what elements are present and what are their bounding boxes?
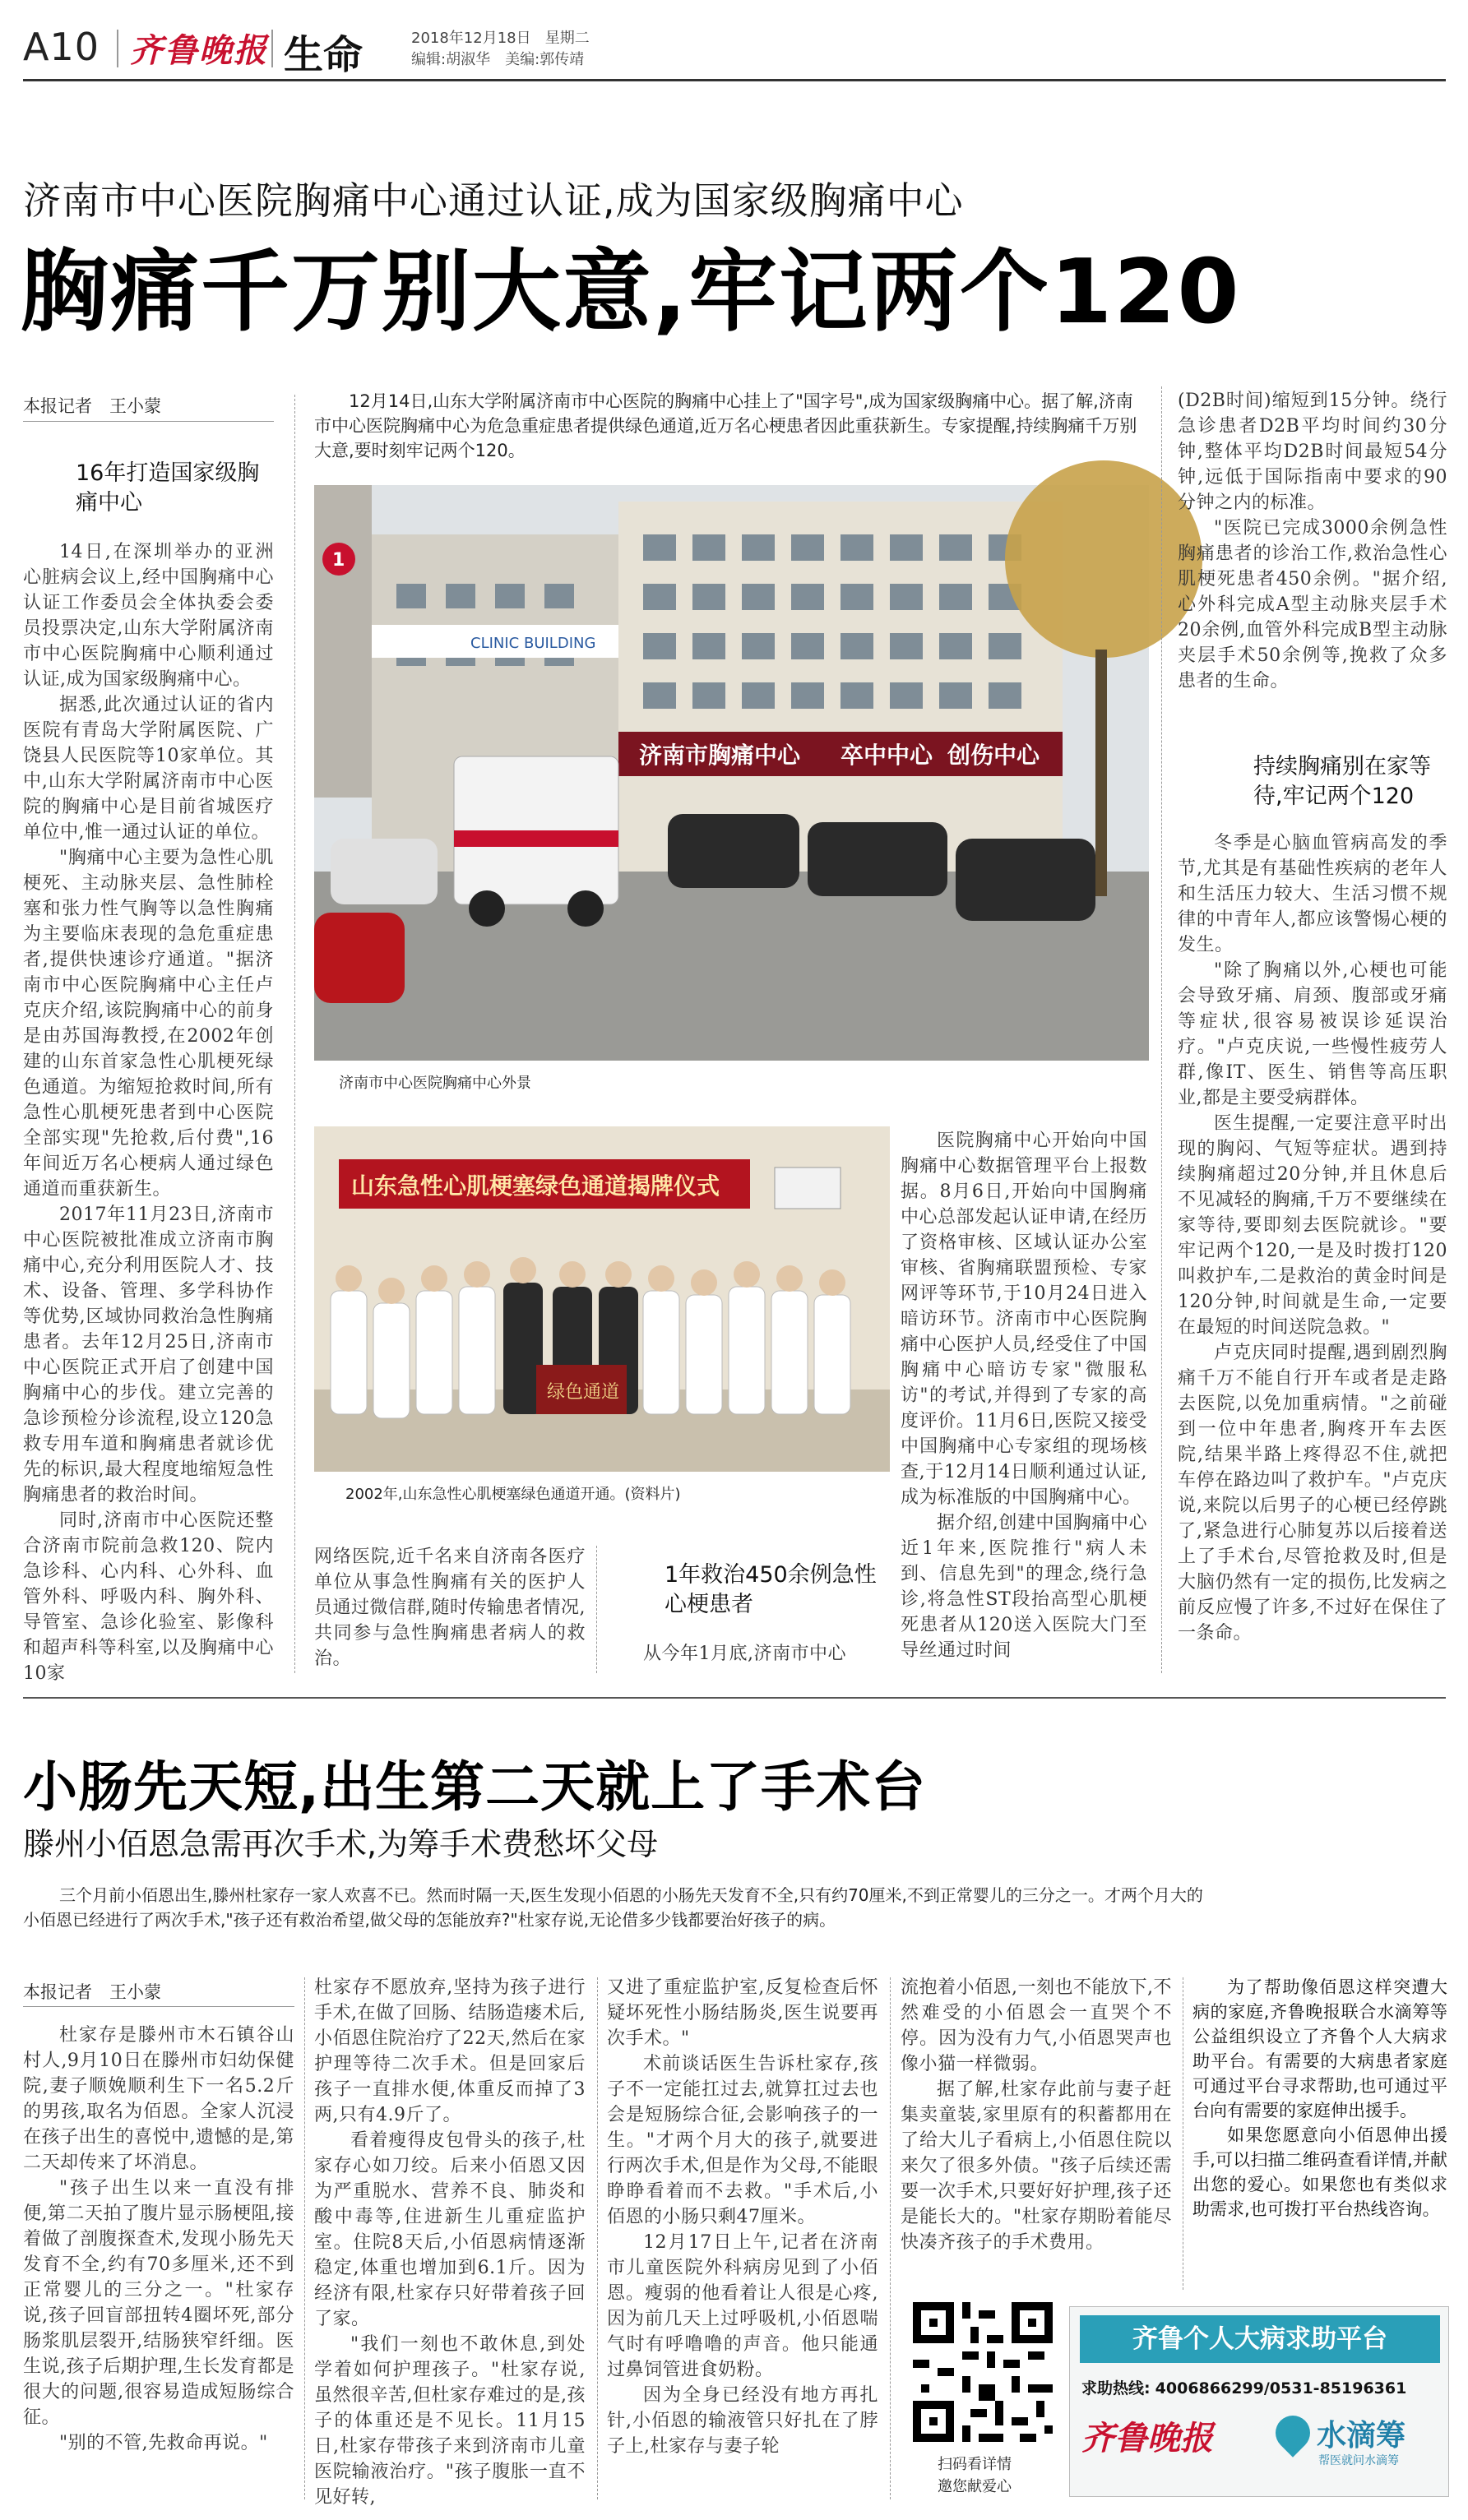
hotline-label: 求助热线: [1081, 2379, 1151, 2397]
droplet-icon [1268, 2408, 1317, 2457]
story1-byline: 本报记者 王小蒙 [23, 396, 161, 416]
story1-col2-bottom [314, 1544, 586, 1676]
column-divider [890, 1977, 891, 2499]
qr-code[interactable] [913, 2302, 1053, 2442]
paragraph: 杜家存不愿放弃,坚持为孩子进行手术,在做了回肠、结肠造瘘术后,小佰恩住院治疗了22天,然后在家护理等待二次手术。但是回家后孩子一直排水便,体重反而掉了3两,只有4.9斤了。 [314, 1977, 586, 2125]
paragraph: 同时,济南市中心医院还整合济南市院前急救120、院内急诊科、心内科、心外科、血管外科、呼吸内科、胸外科、导管室、急诊化验室、影像科和超声科等科室,以及胸痛中心10家 [23, 1510, 274, 1684]
story1-col1 [23, 539, 274, 1684]
column-divider [597, 1977, 598, 2499]
paragraph: "胸痛中心主要为急性心肌梗死、主动脉夹层、急性肺栓塞和张力性气胸等以急性胸痛为主要临床表现的急危重症患者,提供快速诊疗通道。"据济南市中心医院胸痛中心主任卢克庆介绍,该院胸痛中心的前身是由苏国海教授,在2002年创建的山东首家急性心肌梗死绿色通道。为缩短抢救时间,所有急性心肌梗死患者到中心医院全部实现"先抢救,后付费",16年间近万名心梗病人通过绿色通道而重获新生。 [23, 848, 274, 1200]
ad-title: 齐鲁个人大病求助平台 [1080, 2315, 1440, 2363]
story1-kicker: 济南市中心医院胸痛中心通过认证,成为国家级胸痛中心 [23, 178, 964, 223]
qr-caption-2: 邀您献爱心 [938, 2478, 1012, 2495]
story2-col5 [1192, 1975, 1447, 2222]
trauma-center-sign: 创伤中心 [947, 742, 1040, 769]
header-divider-2 [271, 30, 273, 67]
section-title: 生命 [284, 32, 364, 78]
story2-col4 [901, 1975, 1172, 2304]
chest-pain-center-sign: 济南市胸痛中心 [639, 742, 801, 769]
paragraph: 又进了重症监护室,反复检查后怀疑坏死性小肠结肠炎,医生说要再次手术。" [607, 1977, 878, 2049]
date: 2018年12月18日 [411, 30, 531, 47]
paragraph: 从今年1月底,济南市中心 [643, 1644, 846, 1664]
column-divider [304, 1977, 305, 2499]
paragraph: 据了解,杜家存此前与妻子赶集卖童装,家里原有的积蓄都用在了给大儿子看病上,小佰恩住院以来欠了很多外债。"孩子后续还需要一次手术,只要好好护理,孩子还是能长大的。"杜家存期盼着能尽快凑齐孩子的手术费用。 [901, 2079, 1172, 2253]
story1-col3 [901, 1128, 1147, 1675]
story2-col2 [314, 1975, 586, 2508]
brand-qilu-logo [1081, 2412, 1213, 2459]
brand-shuidi-slogan: 帮医就问水滴筹 [1318, 2454, 1399, 2467]
paragraph: 看着瘦得皮包骨头的孩子,杜家存心如刀绞。后来小佰恩又因为严重脱水、营养不良、肺炎和酸中毒等,住进新生儿重症监护室。住院8天后,小佰恩病情逐渐稳定,体重也增加到6.1斤。因为经济有限,杜家存只好带着孩子回了家。 [314, 2130, 586, 2329]
paragraph: 流抱着小佰恩,一刻也不能放下,不然难受的小佰恩会一直哭个不停。因为没有力气,小佰恩哭声也像小猫一样微弱。 [901, 1977, 1172, 2074]
paragraph: 冬季是心脑血管病高发的季节,尤其是有基础性疾病的老年人和生活压力较大、生活习惯不规律的中青年人,都应该警惕心梗的发生。 [1178, 833, 1447, 955]
story2-lead: 三个月前小佰恩出生,滕州杜家存一家人欢喜不已。然而时隔一天,医生发现小佰恩的小肠先天发育不全,只有约70厘米,不到正常婴儿的三分之一。才两个月大的小佰恩已经进行了两次手术,"孩子还有救治希望,做父母的怎能放弃?"杜家存说,无论借多少钱都要治好孩子的病。 [23, 1885, 1203, 1930]
story2-kicker: 滕州小佰恩急需再次手术,为筹手术费愁坏父母 [23, 1826, 659, 1862]
story1-subhead-2: 1年救治450余例急性心梗患者 [665, 1562, 877, 1617]
paragraph: 为了帮助像佰恩这样突遭大病的家庭,齐鲁晚报联合水滴筹等公益组织设立了齐鲁个人大病求助平台。有需要的大病患者家庭可通过平台寻求帮助,也可通过平台向有需要的家庭伸出援手。 [1192, 1977, 1447, 2120]
qr-code-icon [913, 2302, 1053, 2442]
ceremony-banner: 山东急性心肌梗塞绿色通道揭牌仪式 [351, 1172, 720, 1200]
paragraph: 杜家存是滕州市木石镇谷山村人,9月10日在滕州市妇幼保健院,妻子顺娩顺利生下一名5.2斤的男孩,取名为佰恩。全家人沉浸在孩子出生的喜悦中,遗憾的是,第二天却传来了坏消息。 [23, 2025, 294, 2173]
header-divider [117, 30, 118, 67]
brand-qilu-text: 齐鲁晚报 [1081, 2419, 1213, 2458]
story1-subhead-3: 持续胸痛别在家等待,牢记两个120 [1253, 754, 1431, 809]
ceremony-plaque: 绿色通道 [547, 1382, 620, 1403]
photo2-caption: 2002年,山东急性心肌梗塞绿色通道开通。(资料片) [345, 1486, 681, 1503]
photo1-caption: 济南市中心医院胸痛中心外景 [339, 1075, 531, 1092]
story-separator [23, 1697, 1446, 1699]
column-divider [596, 1546, 597, 1673]
story1-lead: 12月14日,山东大学附属济南市中心医院的胸痛中心挂上了"国字号",成为国家级胸痛中心。据了解,济南市中心医院胸痛中心为危急重症患者提供绿色通道,近万名心梗患者因此重获新生。专家提醒,持续胸痛千万别大意,要时刻牢记两个120。 [314, 391, 1137, 460]
story1-headline: 胸痛千万别大意,牢记两个120 [20, 241, 1241, 344]
paragraph: 医生提醒,一定要注意平时出现的胸闷、气短等症状。遇到持续胸痛超过20分钟,并且休息后不见减轻的胸痛,千万不要继续在家等待,要即刻去医院就诊。"要牢记两个120,一是及时拨打120叫救护车,二是救治的黄金时间是120分钟,时间就是生命,一定要在最短的时间送院急救。" [1178, 1113, 1447, 1338]
paragraph: 14日,在深圳举办的亚洲心脏病会议上,经中国胸痛中心认证工作委员会全体执委会委员投票决定,山东大学附属济南市中心医院胸痛中心顺利通过认证,成为国家级胸痛中心。 [23, 542, 274, 690]
story2-headline: 小肠先天短,出生第二天就上了手术台 [23, 1755, 927, 1819]
charity-platform-ad[interactable] [1069, 2306, 1449, 2497]
ceremony-scene [314, 1126, 890, 1472]
byline-rule [23, 2006, 294, 2007]
story1-col4-bottom [1178, 830, 1447, 1676]
paragraph: "除了胸痛以外,心梗也可能会导致牙痛、肩颈、腹部或牙痛等症状,很容易被误诊延误治疗。"卢克庆说,一些慢性疲劳人群,像IT、医生、销售等高压职业,都是主要受病群体。 [1178, 960, 1447, 1108]
building-sign: CLINIC BUILDING [470, 635, 596, 652]
paragraph: 卢克庆同时提醒,遇到剧烈胸痛千万不能自行开车或者是走路去医院,以免加重病情。"之前碰到一位中年患者,胸疼开车去医院,结果半路上疼得忍不住,就把车停在路边叫了救护车。"卢克庆说,来院以后男子的心梗已经停跳了,紧急进行心肺复苏以后接着送上了手术台,尽管抢救及时,但是大脑仍然有一定的损伤,比发病之前反应慢了许多,不过好在保住了一条命。 [1178, 1343, 1447, 1644]
column-divider [294, 395, 295, 1673]
paragraph: 术前谈话医生告诉杜家存,孩子不一定能扛过去,就算扛过去也会是短肠综合征,会影响孩子的一生。"才两个月大的孩子,就要进行两次手术,但是作为父母,不能眼睁睁看着而不去救。"手术后,小佰恩的小肠只剩47厘米。 [607, 2054, 878, 2227]
ambulance [454, 756, 618, 927]
paragraph: 2017年11月23日,济南市中心医院被批准成立济南市胸痛中心,充分利用医院人才、技术、设备、管理、多学科协作等优势,区域协同救治急性胸痛患者。去年12月25日,济南市中心医院正式开启了创建中国胸痛中心的步伐。建立完善的急诊预检分诊流程,设立120急救专用车道和胸痛患者就诊优先的标识,最大程度地缩短急性胸痛患者的救治时间。 [23, 1205, 274, 1505]
ad-hotline [1081, 2376, 1406, 2398]
masthead-logo: 齐鲁晚报 [130, 31, 268, 70]
weekday: 星期二 [544, 30, 590, 47]
byline-rule [23, 421, 274, 422]
story2-col3 [607, 1975, 878, 2499]
ceremony-photo [314, 1126, 890, 1472]
paragraph: "我们一刻也不敢休息,到处学着如何护理孩子。"杜家存说,虽然很辛苦,但杜家存难过的是,孩子的体重还是不见长。11月15日,杜家存带孩子来到济南市儿童医院输液治疗。"孩子腹胀一直不见好转, [314, 2334, 586, 2508]
paragraph: "医院已完成3000余例急性胸痛患者的诊治工作,救治急性心肌梗死患者450余例。"据介绍,心外科完成A型主动脉夹层手术20余例,血管外科完成B型主动脉夹层手术50余例等,挽救了众多患者的生命。 [1178, 518, 1447, 691]
brand-shuidi-text: 水滴筹 [1317, 2419, 1406, 2453]
editors: 编辑:胡淑华 美编:郭传靖 [411, 51, 585, 68]
hotline-number: 4006866299/0531-85196361 [1155, 2379, 1407, 2397]
stroke-center-sign: 卒中中心 [841, 742, 933, 769]
paragraph: 据介绍,创建中国胸痛中心近1年来,医院推行"病人未到、信息先到"的理念,绕行急诊,将急性ST段抬高型心肌梗死患者从120送入医院大门至导丝通过时间 [901, 1513, 1147, 1661]
hospital-exterior-photo [314, 485, 1149, 1061]
paragraph: 12月17日上午,记者在济南市儿童医院外科病房见到了小佰恩。瘦弱的他看着让人很是心疼,因为前几天上过呼吸机,小佰恩喘气时有呼噜噜的声音。他只能通过鼻饲管进食奶粉。 [607, 2232, 878, 2380]
column-divider [1161, 386, 1162, 1673]
paragraph: 医院胸痛中心开始向中国胸痛中心数据管理平台上报数据。8月6日,开始向中国胸痛中心总部发起认证申请,在经历了资格审核、区域认证办公室审核、省胸痛联盟预检、专家网评等环节,于10月24日进入暗访环节。济南市中心医院胸痛中心医护人员,经受住了中国胸痛中心暗访专家"微服私访"的考试,并得到了专家的高度评价。11月6日,医院又接受中国胸痛中心专家组的现场核查,于12月14日顺利通过认证,成为标准版的中国胸痛中心。 [901, 1131, 1147, 1508]
story2-byline: 本报记者 王小蒙 [23, 1982, 161, 2002]
story1-col4-top [1178, 388, 1447, 733]
story1-col3-bottom [607, 1641, 878, 1674]
paragraph: 因为全身已经没有地方再扎针,小佰恩的输液管只好扎在了脖子上,杜家存与妻子轮 [607, 2385, 878, 2457]
paragraph: "孩子出生以来一直没有排便,第二天拍了腹片显示肠梗阻,接着做了剖腹探查术,发现小肠先天发育不全,约有70多厘米,还不到正常婴儿的三分之一。"杜家存说,孩子回盲部扭转4圈坏死,部分肠浆肌层裂开,结肠狭窄纤细。医生说,孩子后期护理,生长发育都是很大的问题,很容易造成短肠综合征。 [23, 2178, 294, 2428]
page-number: A10 [23, 25, 100, 69]
hospital-scene [314, 485, 1149, 1061]
paragraph: 据悉,此次通过认证的省内医院有青岛大学附属医院、广饶县人民医院等10家单位。其中,山东大学附属济南市中心医院的胸痛中心是目前省城医疗单位中,惟一通过认证的单位。 [23, 695, 274, 843]
issue-date [411, 26, 590, 48]
qr-caption-1: 扫码看详情 [938, 2456, 1012, 2473]
paragraph: 如果您愿意向小佰恩伸出援手,可以扫描二维码查看详情,并献出您的爱心。如果您也有类似求助需求,也可拨打平台热线咨询。 [1192, 2125, 1447, 2219]
header-rule [23, 79, 1446, 81]
paragraph: "别的不管,先救命再说。" [59, 2433, 268, 2453]
story1-subhead-1: 16年打造国家级胸痛中心 [76, 460, 260, 516]
paragraph: (D2B时间)缩短到15分钟。绕行急诊患者D2B平均时间约30分钟,整体平均D2B时间最短54分钟,远低于国际指南中要求的90分钟之内的标准。 [1178, 391, 1447, 513]
paragraph: 网络医院,近千名来自济南各医疗单位从事急性胸痛有关的医护人员通过微信群,随时传输患者情况,共同参与急性胸痛患者病人的救治。 [314, 1547, 586, 1669]
building-number: 1 [332, 550, 345, 571]
story2-col1 [23, 2023, 294, 2499]
